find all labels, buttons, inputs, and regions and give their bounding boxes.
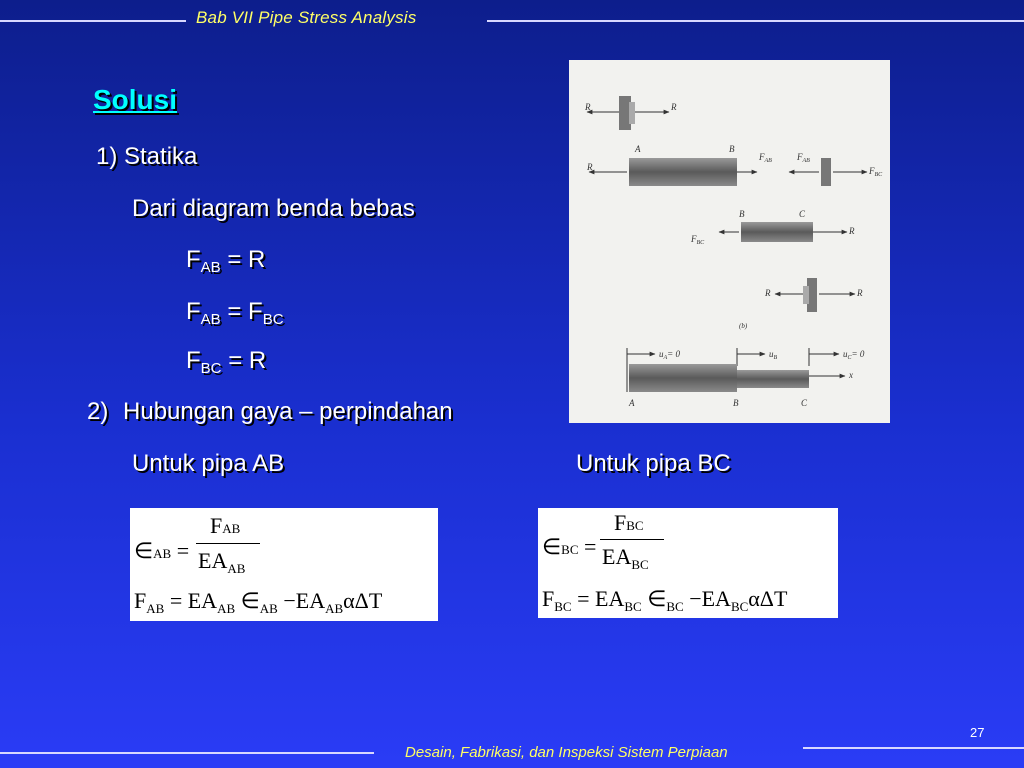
eq3-lhs-sub: BC [200,360,222,377]
eq3-lhs: F [186,347,201,374]
f-sub: BC [554,599,572,614]
strain-ab-denominator [198,548,245,577]
eq2-rhs-sub: BC [262,311,284,328]
den-ea: EA [602,544,632,569]
label-r-3: R [587,162,593,172]
eq1-rhs: = R [227,246,266,273]
fbd-row-wall-top [584,96,677,130]
f-sub: AB [146,601,165,616]
strain-symbol: ∈ [542,534,562,559]
header-rule-right [487,20,1024,22]
label-fbc-1: $F_{BC}$ [869,166,883,178]
formula-box-ab [130,508,438,621]
den-sub: BC [631,557,649,572]
label-ua: $u_A= 0$ [659,349,680,361]
label-ub: $u_B$ [769,349,778,361]
strain-bc-denominator [602,544,649,573]
free-body-diagram-figure [569,60,890,423]
eps-sub: AB [259,601,278,616]
step-2-number: 2) [87,398,109,425]
strain-bc-numerator [614,510,644,536]
eq3-rhs: = R [228,347,267,374]
force-bc-equation [542,586,787,615]
strain-sub: AB [153,546,172,561]
ea-sub: BC [624,599,642,614]
eq1-lhs: F [186,246,201,273]
num-f: F [210,513,223,538]
eq2: = [169,588,183,613]
den-ea: EA [198,548,228,573]
equation-fab-fbc [186,298,284,328]
eps-sub: BC [666,599,684,614]
step-2-text: Hubungan gaya – perpindahan [123,398,453,425]
strain-bc-lhs [542,534,596,560]
label-c-1: C [799,209,806,219]
eq2-mid: = F [227,298,263,325]
num-sub: AB [222,521,241,536]
page-number: 27 [970,725,985,740]
label-r-2: R [671,102,677,112]
den-sub: AB [227,561,246,576]
fbd-row-ab [586,144,883,186]
eps: ∈ [647,586,667,611]
label-r-6: R [857,288,863,298]
tail: αΔT [343,588,383,613]
label-r-1: R [585,102,591,112]
section-heading: Solusi [93,84,178,115]
label-r-5: R [765,288,771,298]
equation-fbc-r [186,347,266,377]
label-fab-2: $F_{AB}$ [797,152,810,164]
footer-rule-left [0,752,374,754]
label-b-1: B [729,144,735,154]
num-sub: BC [626,518,644,533]
label-a-2: A [629,398,635,408]
footer-title: Desain, Fabrikasi, dan Inspeksi Sistem Perpiaan [405,744,728,761]
ea: EA [187,588,218,613]
label-a-1: A [635,144,641,154]
strain-sub: BC [561,542,579,557]
strain-eq: = [584,534,597,559]
eq2: = [577,586,590,611]
label-b-3: B [733,398,739,408]
header-title: Bab VII Pipe Stress Analysis [196,8,417,27]
strain-ab-lhs [134,538,189,564]
step-2-title [87,398,453,426]
minus-ea: −EA [283,588,326,613]
f: F [134,588,147,613]
pipe-ab-label: Untuk pipa AB [132,450,285,477]
label-b-2: B [739,209,745,219]
strain-eq: = [176,538,190,563]
step-1-title: 1) Statika [96,143,198,170]
footer-rule-right [803,747,1024,749]
label-fab-1: $F_{AB}$ [759,152,772,164]
minus-ea: −EA [689,586,731,611]
force-ab-equation [134,588,382,617]
eps: ∈ [240,588,260,613]
minus-ea-sub: AB [325,601,344,616]
header-rule-left [0,20,186,22]
label-c-2: C [801,398,808,408]
strain-symbol: ∈ [134,538,154,563]
fraction-bar-ab [196,543,260,544]
label-fbc-2: $F_{BC}$ [691,234,705,246]
ea: EA [595,586,625,611]
strain-ab-numerator [210,513,240,539]
label-uc: $u_C= 0$ [843,349,865,361]
equation-fab-r [186,246,265,276]
pipe-bc-label: Untuk pipa BC [576,450,731,477]
tail: αΔT [748,586,788,611]
free-body-intro: Dari diagram benda bebas [132,195,415,222]
formula-box-bc [538,508,838,618]
label-part-b: (b) [739,322,748,330]
fbd-row-displacement [627,348,865,408]
ea-sub: AB [217,601,236,616]
f: F [542,586,555,611]
fraction-bar-bc [600,539,664,540]
fbd-row-wall-bottom [739,278,863,330]
eq1-lhs-sub: AB [200,259,221,276]
label-r-4: R [849,226,855,236]
eq2-lhs-sub: AB [200,311,221,328]
minus-ea-sub: BC [730,599,749,614]
eq2-lhs: F [186,298,201,325]
fbd-row-bc [690,209,855,246]
num-f: F [614,510,627,535]
label-x: x [849,370,853,380]
